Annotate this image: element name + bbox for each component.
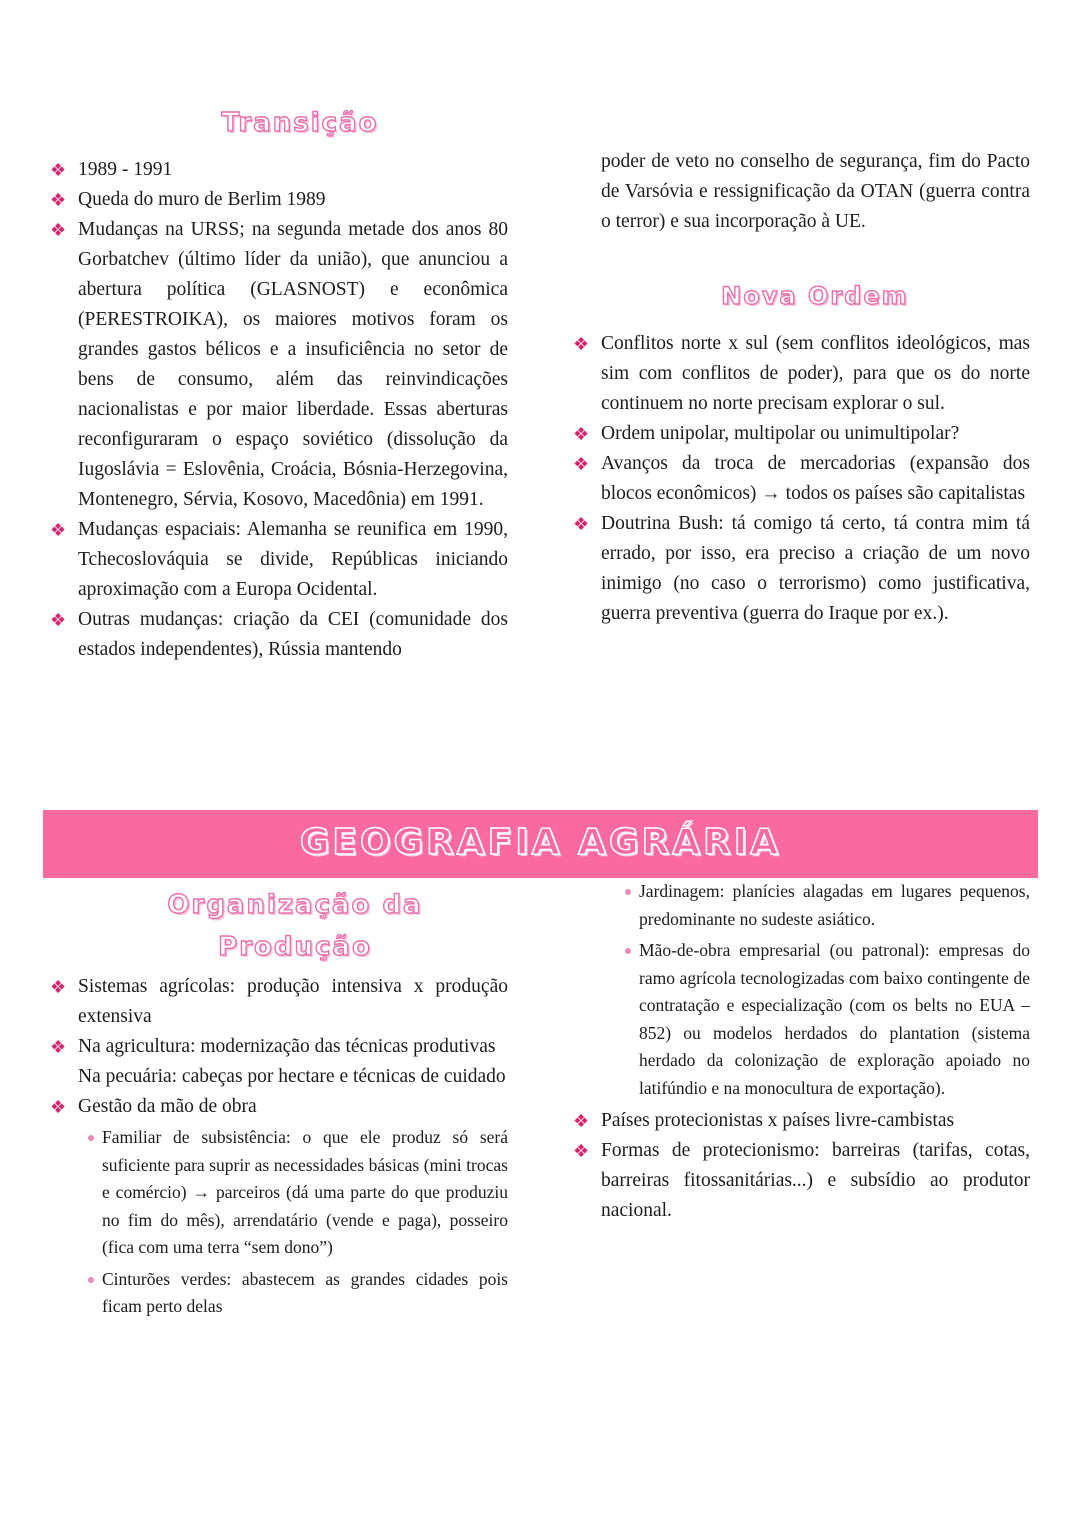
diamond-bullet-icon: ❖ [573, 334, 590, 354]
dot-bullet-icon [88, 1277, 94, 1283]
list-item: ❖ Países protecionistas x países livre-cambistas [573, 1106, 1030, 1136]
organizacao-list-container [50, 972, 508, 1325]
list-item: ❖ Ordem unipolar, multipolar ou unimultipolar? [573, 419, 1030, 449]
banner-title: GEOGRAFIA AGRÁRIA [299, 822, 782, 863]
organizacao-right-container [573, 878, 1030, 1226]
diamond-bullet-icon: ❖ [50, 610, 67, 630]
section-title-nova-ordem: Nova Ordem [721, 282, 909, 310]
diamond-bullet-icon: ❖ [50, 220, 67, 240]
list-item: ❖ Queda do muro de Berlim 1989 [50, 185, 508, 215]
list-item: ❖ Gestão da mão de obra [50, 1092, 508, 1122]
diamond-bullet-icon: ❖ [50, 977, 67, 997]
transicao-list-container [50, 155, 508, 665]
section-title-organizacao: Organização da Produção [167, 890, 423, 962]
list-item: ❖ Na agricultura: modernização das técnicas produtivas [50, 1032, 508, 1062]
dot-bullet-icon [625, 948, 631, 954]
diamond-bullet-icon: ❖ [50, 190, 67, 210]
transicao-continuation: poder de veto no conselho de segurança, fim do Pacto de Varsóvia e ressignificação da OTAN (guerra contra o terror) e sua incorporação à UE. [601, 151, 1030, 232]
diamond-bullet-icon: ❖ [50, 1037, 67, 1057]
diamond-bullet-icon: ❖ [573, 424, 590, 444]
diamond-bullet-icon: ❖ [573, 1141, 590, 1161]
list-item: ❖ Sistemas agrícolas: produção intensiva x produção extensiva [50, 972, 508, 1032]
nova-ordem-list-container [573, 329, 1030, 629]
list-item: ❖ Conflitos norte x sul (sem conflitos ideológicos, mas sim com conflitos de poder), para que os do norte continuem no norte precisam explorar o sul. [573, 329, 1030, 419]
section-title-transicao: Transição [221, 108, 379, 138]
diamond-bullet-icon: ❖ [573, 1111, 590, 1131]
diamond-bullet-icon: ❖ [50, 520, 67, 540]
pecuaria-line: Na pecuária: cabeças por hectare e técnicas de cuidado [78, 1066, 506, 1087]
list-item: ❖ Formas de protecionismo: barreiras (tarifas, cotas, barreiras fitossanitárias...) e subsídio ao produtor nacional. [573, 1136, 1030, 1226]
list-item: ❖ Avanços da troca de mercadorias (expansão dos blocos econômicos) → todos os países são capitalistas [573, 449, 1030, 509]
section-banner [43, 810, 1038, 878]
sub-list-item: Cinturões verdes: abastecem as grandes cidades pois ficam perto delas [88, 1266, 508, 1321]
dot-bullet-icon [88, 1135, 94, 1141]
diamond-bullet-icon: ❖ [573, 454, 590, 474]
sub-list-item: Familiar de subsistência: o que ele produz só será suficiente para suprir as necessidades básicas (mini trocas e comércio) → parceiros (dá uma parte do que produziu no fim do mês), arrendatário (vende e paga), posseiro (fica com uma terra “sem dono”) [88, 1124, 508, 1262]
list-item: ❖ Doutrina Bush: tá comigo tá certo, tá contra mim tá errado, por isso, era preciso a criação de um novo inimigo (no caso o terrorismo) como justificativa, guerra preventiva (guerra do Iraque por ex.). [573, 509, 1030, 629]
sub-list-item: Mão-de-obra empresarial (ou patronal): empresas do ramo agrícola tecnologizadas com baixo contingente de contratação e especialização (com os belts no EUA – 852) ou modelos herdados do plantation (sistema herdado da colonização de exploração apoiado no latifúndio e na monocultura de exportação). [625, 937, 1030, 1102]
diamond-bullet-icon: ❖ [50, 160, 67, 180]
sub-list-item: Jardinagem: planícies alagadas em lugares pequenos, predominante no sudeste asiático. [625, 878, 1030, 933]
list-item: ❖ Mudanças na URSS; na segunda metade dos anos 80 Gorbatchev (último líder da união), que anunciou a abertura política (GLASNOST) e econômica (PERESTROIKA), os maiores motivos foram os grandes gastos bélicos e a insuficiência no setor de bens de consumo, além das reinvindicações nacionalistas e por maior liberdade. Essas aberturas reconfiguraram o espaço soviético (dissolução da Iugoslávia = Eslovênia, Croácia, Bósnia-Herzegovina, Montenegro, Sérvia, Kosovo, Macedônia) em 1991. [50, 215, 508, 515]
dot-bullet-icon [625, 889, 631, 895]
diamond-bullet-icon: ❖ [573, 514, 590, 534]
list-item: ❖ 1989 - 1991 [50, 155, 508, 185]
list-item: ❖ Outras mudanças: criação da CEI (comunidade dos estados independentes), Rússia mantendo [50, 605, 508, 665]
diamond-bullet-icon: ❖ [50, 1097, 67, 1117]
list-item: ❖ Mudanças espaciais: Alemanha se reunifica em 1990, Tchecoslováquia se divide, Repúblicas iniciando aproximação com a Europa Ocidental. [50, 515, 508, 605]
